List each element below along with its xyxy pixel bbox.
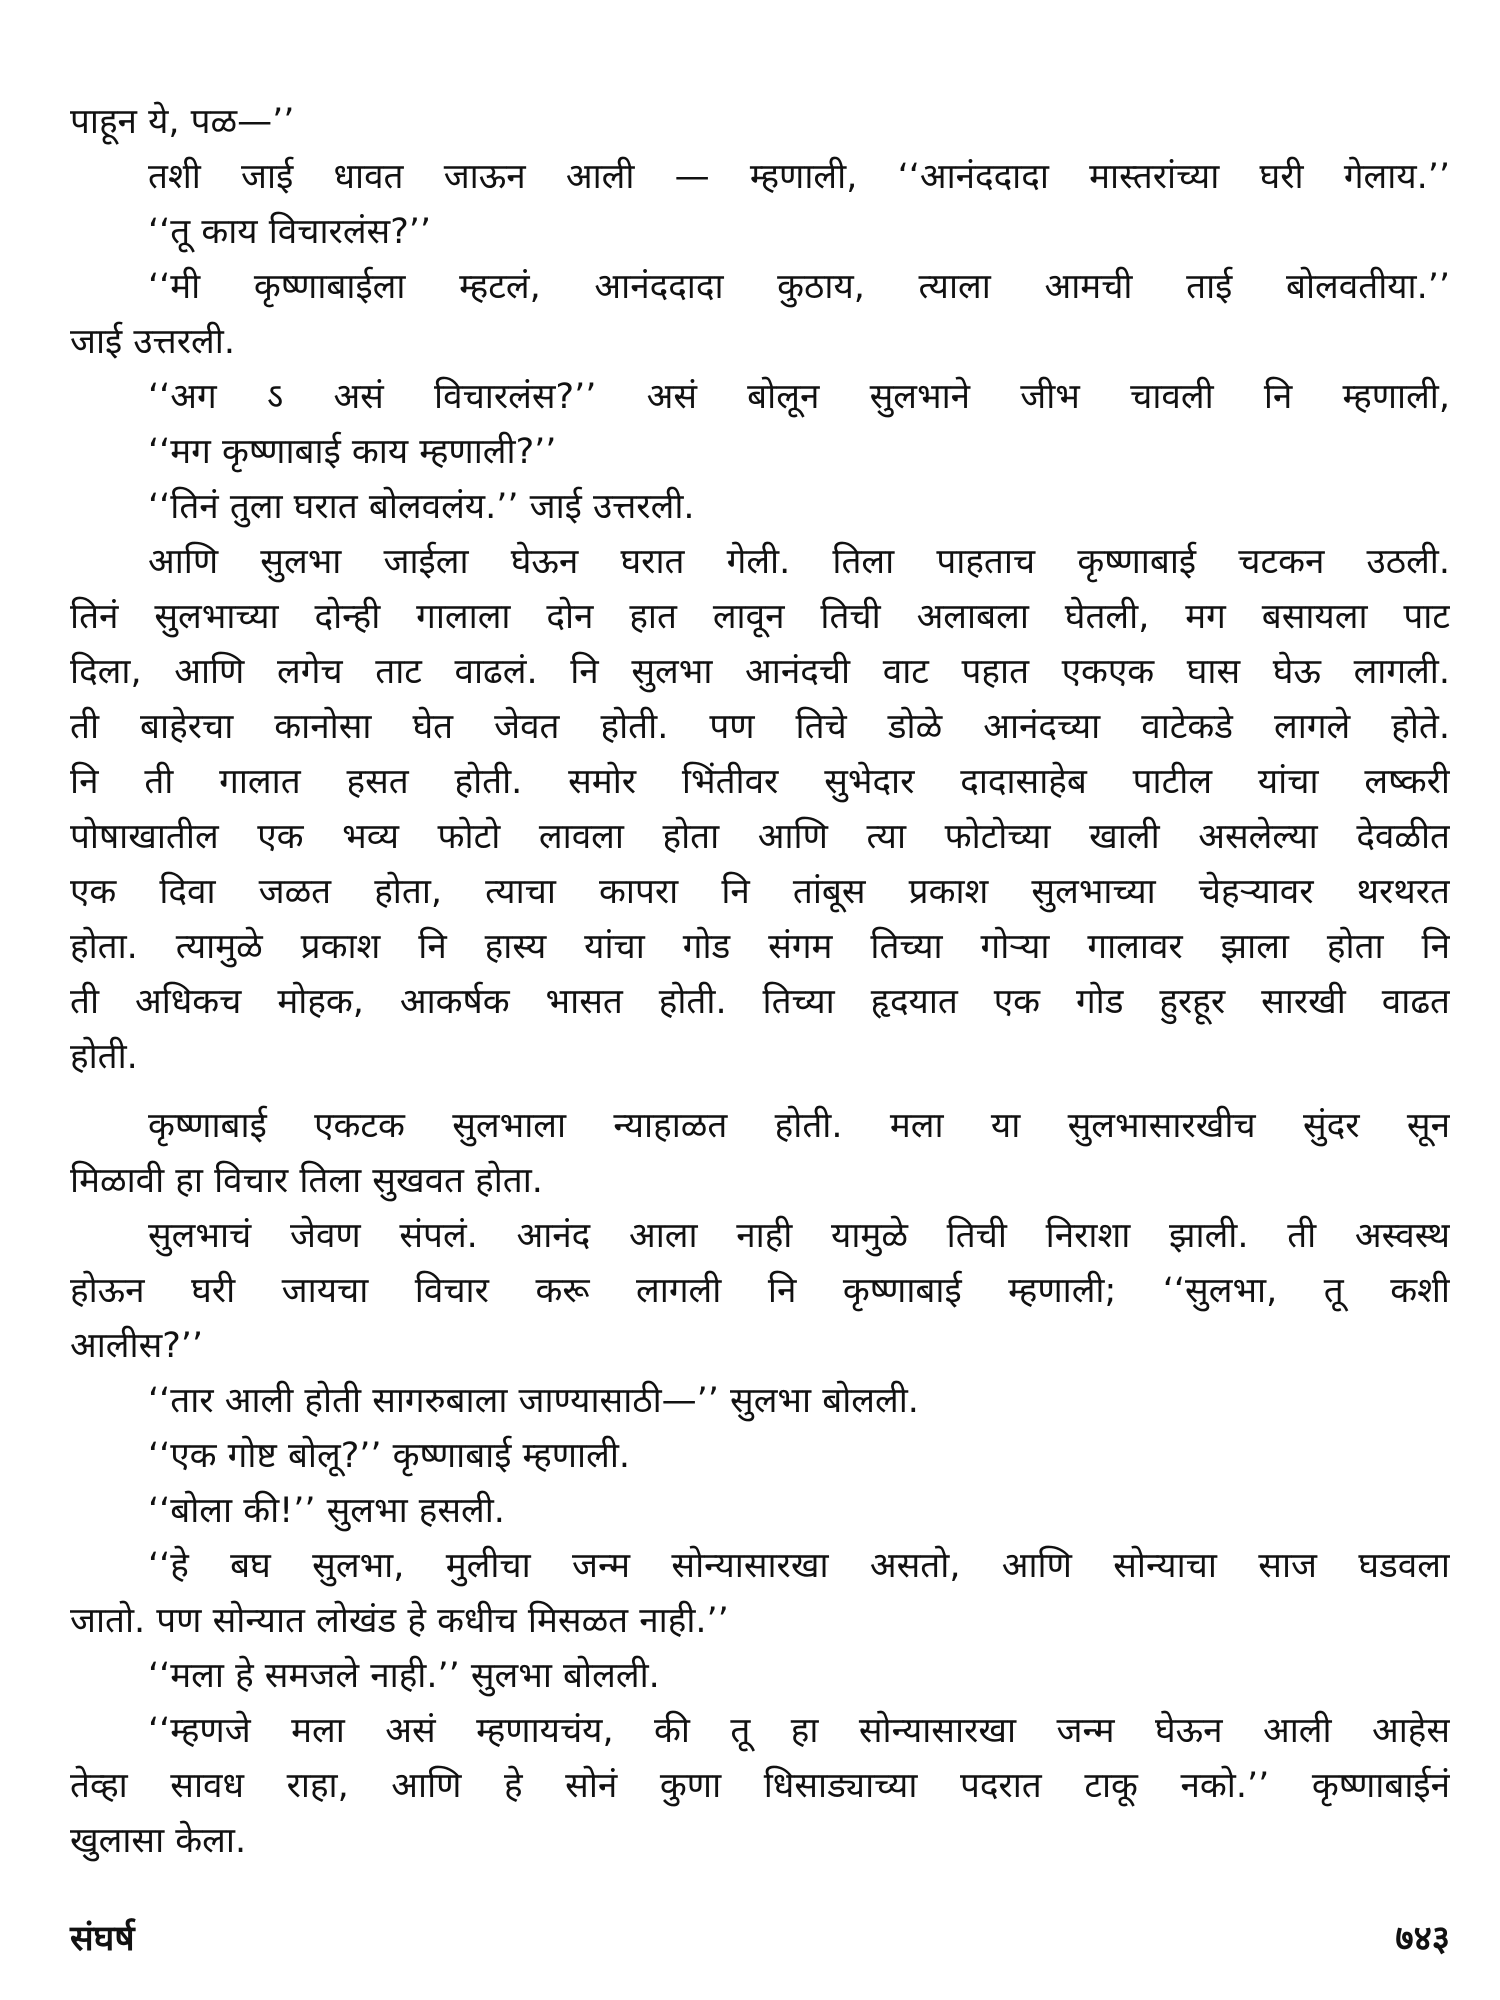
text-line: नि ती गालात हसत होती. समोर भिंतीवर सुभेदार दादासाहेब पाटील यांचा लष्करी [70,762,1450,802]
text-line: होता. त्यामुळे प्रकाश नि हास्य यांचा गोड संगम तिच्या गोऱ्या गालावर झाला होता नि [70,927,1450,967]
text-line: जाई उत्तरली. [70,322,235,362]
text-line: ती अधिकच मोहक, आकर्षक भासत होती. तिच्या हृदयात एक गोड हुरहूर सारखी वाढत [70,982,1450,1022]
text-line: तेव्हा सावध राहा, आणि हे सोनं कुणा धिसाड्याच्या पदरात टाकू नको.’’ कृष्णाबाईनं [70,1766,1450,1806]
text-line: सुलभाचं जेवण संपलं. आनंद आला नाही यामुळे तिची निराशा झाली. ती अस्वस्थ [148,1216,1450,1256]
text-line: दिला, आणि लगेच ताट वाढलं. नि सुलभा आनंदची वाट पहात एकएक घास घेऊ लागली. [70,652,1450,692]
text-line: ‘‘मग कृष्णाबाई काय म्हणाली?’’ [148,432,557,472]
text-line: मिळावी हा विचार तिला सुखवत होता. [70,1161,543,1201]
page-footer [70,1912,1450,1967]
paragraph-gap [70,1085,1450,1099]
text-line: ‘‘बोला की!’’ सुलभा हसली. [148,1491,505,1531]
text-line: तिनं सुलभाच्या दोन्ही गालाला दोन हात लावून तिची अलाबला घेतली, मग बसायला पाट [70,597,1450,637]
text-line: ‘‘हे बघ सुलभा, मुलीचा जन्म सोन्यासारखा असतो, आणि सोन्याचा साज घडवला [148,1546,1450,1586]
text-line: ‘‘मी कृष्णाबाईला म्हटलं, आनंददादा कुठाय, त्याला आमची ताई बोलवतीया.’’ [148,267,1450,307]
text-line: तशी जाई धावत जाऊन आली — म्हणाली, ‘‘आनंददादा मास्तरांच्या घरी गेलाय.’’ [148,157,1450,197]
text-line: ‘‘एक गोष्ट बोलू?’’ कृष्णाबाई म्हणाली. [148,1436,631,1476]
text-line: आणि सुलभा जाईला घेऊन घरात गेली. तिला पाहताच कृष्णाबाई चटकन उठली. [148,542,1450,582]
text-line: खुलासा केला. [70,1821,247,1861]
page-body [70,95,1450,1869]
text-line: आलीस?’’ [70,1326,204,1366]
text-line: एक दिवा जळत होता, त्याचा कापरा नि तांबूस प्रकाश सुलभाच्या चेहऱ्यावर थरथरत [70,872,1450,912]
text-line: होऊन घरी जायचा विचार करू लागली नि कृष्णाबाई म्हणाली; ‘‘सुलभा, तू कशी [70,1271,1450,1311]
text-line: जातो. पण सोन्यात लोखंड हे कधीच मिसळत नाही.’’ [70,1601,729,1641]
text-line: ‘‘अग ऽ असं विचारलंस?’’ असं बोलून सुलभाने जीभ चावली नि म्हणाली, [148,377,1450,417]
text-line: ‘‘मला हे समजले नाही.’’ सुलभा बोलली. [148,1656,660,1696]
page-number: ७४३ [1395,1919,1450,1959]
text-line: ती बाहेरचा कानोसा घेत जेवत होती. पण तिचे डोळे आनंदच्या वाटेकडे लागले होते. [70,707,1450,747]
text-line: ‘‘म्हणजे मला असं म्हणायचंय, की तू हा सोन्यासारखा जन्म घेऊन आली आहेस [148,1711,1450,1751]
text-line: ‘‘तार आली होती सागरुबाला जाण्यासाठी—’’ सुलभा बोलली. [148,1381,919,1421]
text-line: ‘‘तू काय विचारलंस?’’ [148,212,432,252]
text-line: ‘‘तिनं तुला घरात बोलवलंय.’’ जाई उत्तरली. [148,487,695,527]
text-line: कृष्णाबाई एकटक सुलभाला न्याहाळत होती. मला या सुलभासारखीच सुंदर सून [148,1106,1450,1146]
text-line: पाहून ये, पळ—’’ [70,102,295,142]
book-title: संघर्ष [70,1919,135,1959]
text-line: पोषाखातील एक भव्य फोटो लावला होता आणि त्या फोटोच्या खाली असलेल्या देवळीत [70,817,1450,857]
text-line: होती. [70,1037,138,1077]
